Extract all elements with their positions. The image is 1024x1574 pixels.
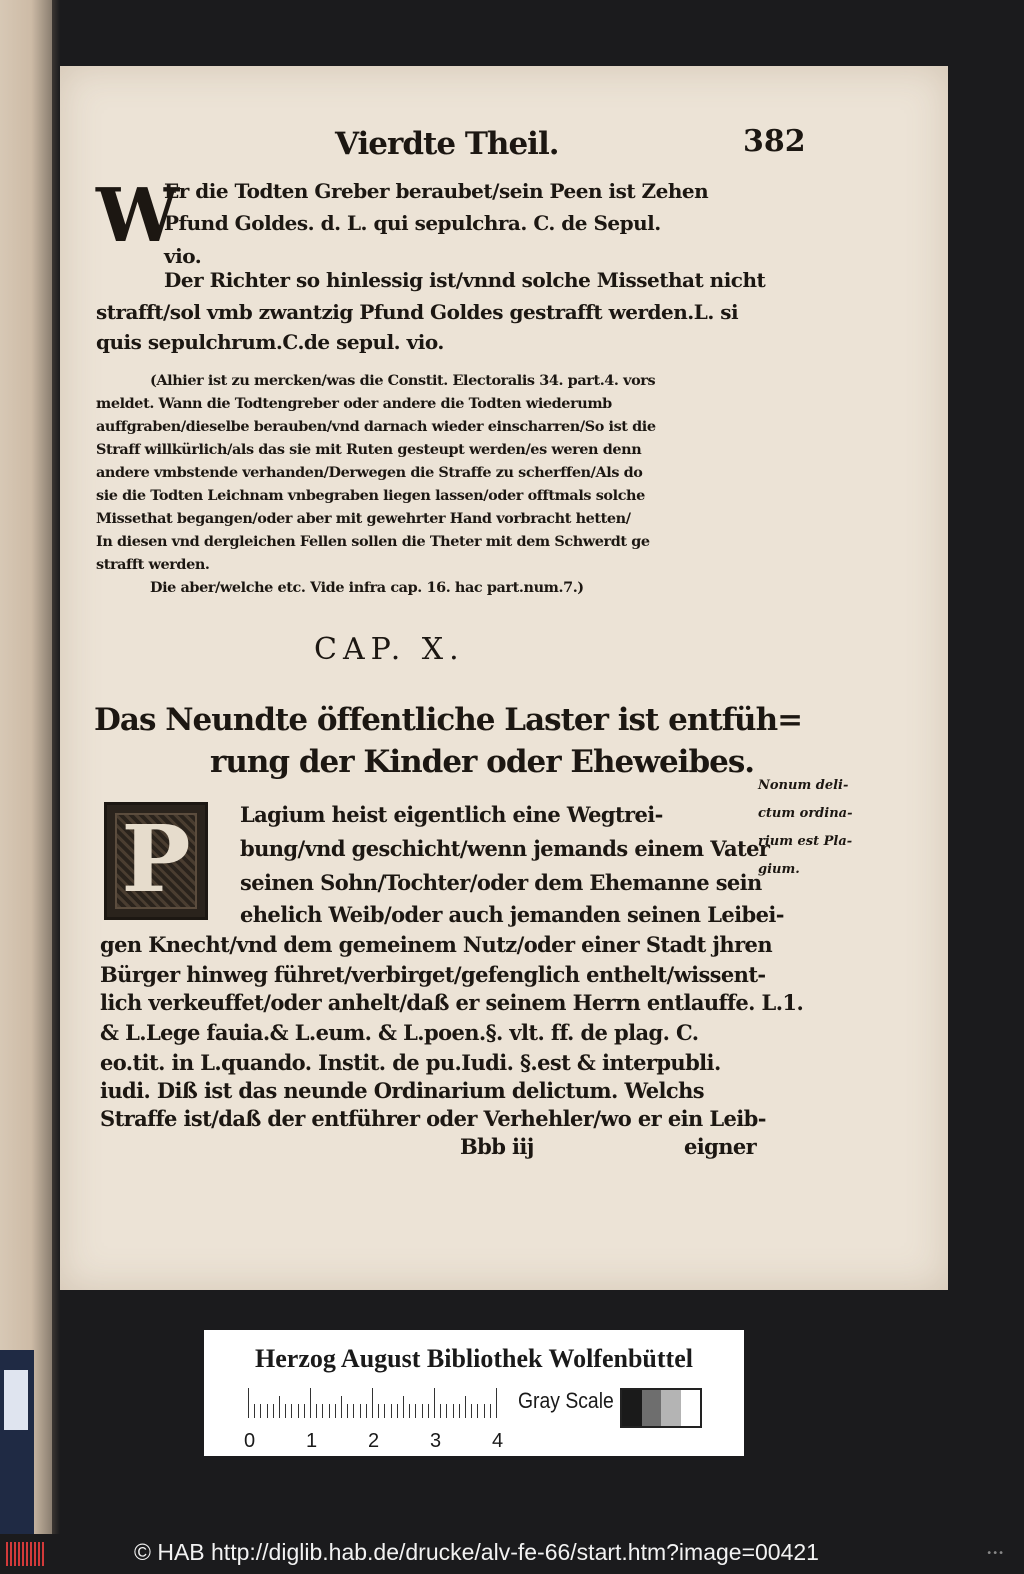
ruler-tick (428, 1404, 429, 1418)
ruler-tick (254, 1404, 255, 1418)
chapter-title-line: rung der Kinder oder Eheweibes. (210, 744, 755, 780)
paragraph-3-line: gen Knecht/vnd dem gemeinem Nutz/oder einer Stadt jhren (100, 932, 772, 957)
ruler-tick (279, 1396, 280, 1418)
ruler-tick (372, 1388, 373, 1418)
ruler-tick (285, 1404, 286, 1418)
grayscale-bar (620, 1388, 702, 1428)
gray-patch (622, 1390, 642, 1426)
paragraph-3-line: bung/vnd geschicht/wenn jemands einem Vater (240, 836, 770, 861)
paragraph-2-line: Der Richter so hinlessig ist/vnnd solche Missethat nicht (164, 268, 766, 292)
ruler-tick (422, 1404, 423, 1418)
gray-patch (681, 1390, 701, 1426)
ruler-tick (434, 1388, 435, 1418)
ruler-tick (446, 1404, 447, 1418)
viewer-footer (0, 1534, 1024, 1574)
ruler-tick (316, 1404, 317, 1418)
scale-ruler (248, 1388, 504, 1428)
ruler-tick (273, 1404, 274, 1418)
chapter-heading: CAP. X. (314, 632, 465, 667)
gray-patch (661, 1390, 681, 1426)
ruler-tick (490, 1404, 491, 1418)
ruler-tick (391, 1404, 392, 1418)
book-page (60, 66, 948, 1290)
ruler-tick (440, 1404, 441, 1418)
ruler-tick (397, 1404, 398, 1418)
margin-note-line: ctum ordina- (758, 806, 853, 821)
paragraph-3-line: ehelich Weib/oder auch jemanden seinen Leibei- (240, 902, 784, 927)
ornamental-initial-p (104, 802, 208, 920)
paragraph-3-line: iudi. Diß ist das neunde Ordinarium delictum. Welchs (100, 1078, 704, 1103)
note-line: Missethat begangen/oder aber mit gewehrter Hand vorbracht hetten/ (96, 510, 631, 527)
more-icon[interactable]: ••• (986, 1548, 1004, 1559)
ruler-tick (248, 1388, 249, 1418)
paragraph-3-line: Straffe ist/daß der entführer oder Verhehler/wo er ein Leib- (100, 1106, 766, 1131)
signature-mark: Bbb iij (460, 1134, 534, 1159)
note-line: (Alhier ist zu mercken/was die Constit. Electoralis 34. part.4. vors (150, 372, 656, 389)
scale-number: 2 (368, 1430, 380, 1452)
ruler-tick (360, 1404, 361, 1418)
ruler-tick (384, 1404, 385, 1418)
scale-number: 4 (492, 1430, 504, 1452)
ruler-tick (335, 1404, 336, 1418)
margin-note-line: Nonum deli- (758, 778, 849, 793)
paragraph-3-line: lich verkeuffet/oder anhelt/daß er seinem Herrn entlauffe. L.1. (100, 990, 804, 1015)
facing-page-edge (0, 0, 52, 1574)
ruler-tick (329, 1404, 330, 1418)
initial-letter-p: P (121, 805, 191, 913)
chapter-title-line: Das Neundte öffentliche Laster ist entfüh= (94, 702, 803, 738)
facing-page-card-label (4, 1370, 28, 1430)
note-line: auffgraben/dieselbe berauben/vnd darnach wieder einscharren/So ist die (96, 418, 656, 435)
margin-note-line: rium est Pla- (758, 834, 853, 849)
ruler-tick (366, 1404, 367, 1418)
ruler-tick (347, 1404, 348, 1418)
ruler-tick (310, 1388, 311, 1418)
note-line: In diesen vnd dergleichen Fellen sollen die Theter mit dem Schwerdt ge (96, 533, 650, 550)
paragraph-3-line: Lagium heist eigentlich eine Wegtrei- (240, 802, 663, 827)
library-name: Herzog August Bibliothek Wolfenbüttel (255, 1344, 693, 1373)
note-line: andere vmbstende verhanden/Derwegen die Straffe zu scherffen/Als do (96, 464, 643, 481)
ruler-tick (353, 1404, 354, 1418)
ruler-tick (415, 1404, 416, 1418)
paragraph-3-line: & L.Lege fauia.& L.eum. & L.poen.§. vlt. ff. de plag. C. (100, 1020, 699, 1045)
ruler-tick (484, 1404, 485, 1418)
ruler-tick (378, 1404, 379, 1418)
margin-note-line: gium. (758, 862, 800, 877)
note-line: Straff willkürlich/als das sie mit Ruten gesteupt werden/es weren denn (96, 441, 642, 458)
scale-number: 1 (306, 1430, 318, 1452)
gray-patch (642, 1390, 662, 1426)
grayscale-label: Gray Scale (518, 1388, 614, 1413)
hab-logo-icon (6, 1542, 46, 1566)
ruler-tick (267, 1404, 268, 1418)
paragraph-1-line: Pfund Goldes. d. L. qui sepulchra. C. de Sepul. (164, 211, 661, 235)
calibration-card (204, 1330, 744, 1456)
drop-initial-w: W (96, 173, 180, 259)
note-line: Die aber/welche etc. Vide infra cap. 16. hac part.num.7.) (150, 579, 584, 596)
ruler-tick (471, 1404, 472, 1418)
ruler-tick (291, 1404, 292, 1418)
paragraph-3-line: seinen Sohn/Tochter/oder dem Ehemanne sein (240, 870, 762, 895)
catchword: eigner (684, 1134, 757, 1159)
ruler-tick (403, 1396, 404, 1418)
page-number: 382 (743, 124, 806, 159)
paragraph-3-line: eo.tit. in L.quando. Instit. de pu.Iudi. §.est & interpubli. (100, 1050, 721, 1075)
ruler-tick (477, 1404, 478, 1418)
scale-number: 0 (244, 1430, 256, 1452)
ruler-tick (322, 1404, 323, 1418)
scale-number: 3 (430, 1430, 442, 1452)
note-line: meldet. Wann die Todtengreber oder andere die Todten wiederumb (96, 395, 612, 412)
ruler-tick (453, 1404, 454, 1418)
paragraph-3-line: Bürger hinweg führet/verbirget/gefenglich enthelt/wissent- (100, 962, 766, 987)
note-line: strafft werden. (96, 556, 210, 573)
ruler-tick (409, 1404, 410, 1418)
ruler-tick (304, 1404, 305, 1418)
ruler-tick (341, 1396, 342, 1418)
running-head: Vierdte Theil. (335, 126, 559, 162)
note-line: sie die Todten Leichnam vnbegraben liegen lassen/oder offtmals solche (96, 487, 645, 504)
paragraph-1-line: Er die Todten Greber beraubet/sein Peen ist Zehen (164, 179, 709, 203)
gutter-shadow (52, 0, 60, 1574)
ruler-tick (459, 1404, 460, 1418)
ruler-tick (260, 1404, 261, 1418)
ruler-tick (465, 1396, 466, 1418)
ruler-tick (496, 1388, 497, 1418)
paragraph-2-line: strafft/sol vmb zwantzig Pfund Goldes gestrafft werden.L. si (96, 300, 739, 324)
copyright-url[interactable]: © HAB http://diglib.hab.de/drucke/alv-fe-66/start.htm?image=00421 (134, 1539, 819, 1565)
paragraph-1-line: vio. (164, 244, 202, 268)
paragraph-2-line: quis sepulchrum.C.de sepul. vio. (96, 330, 444, 354)
ruler-tick (298, 1404, 299, 1418)
